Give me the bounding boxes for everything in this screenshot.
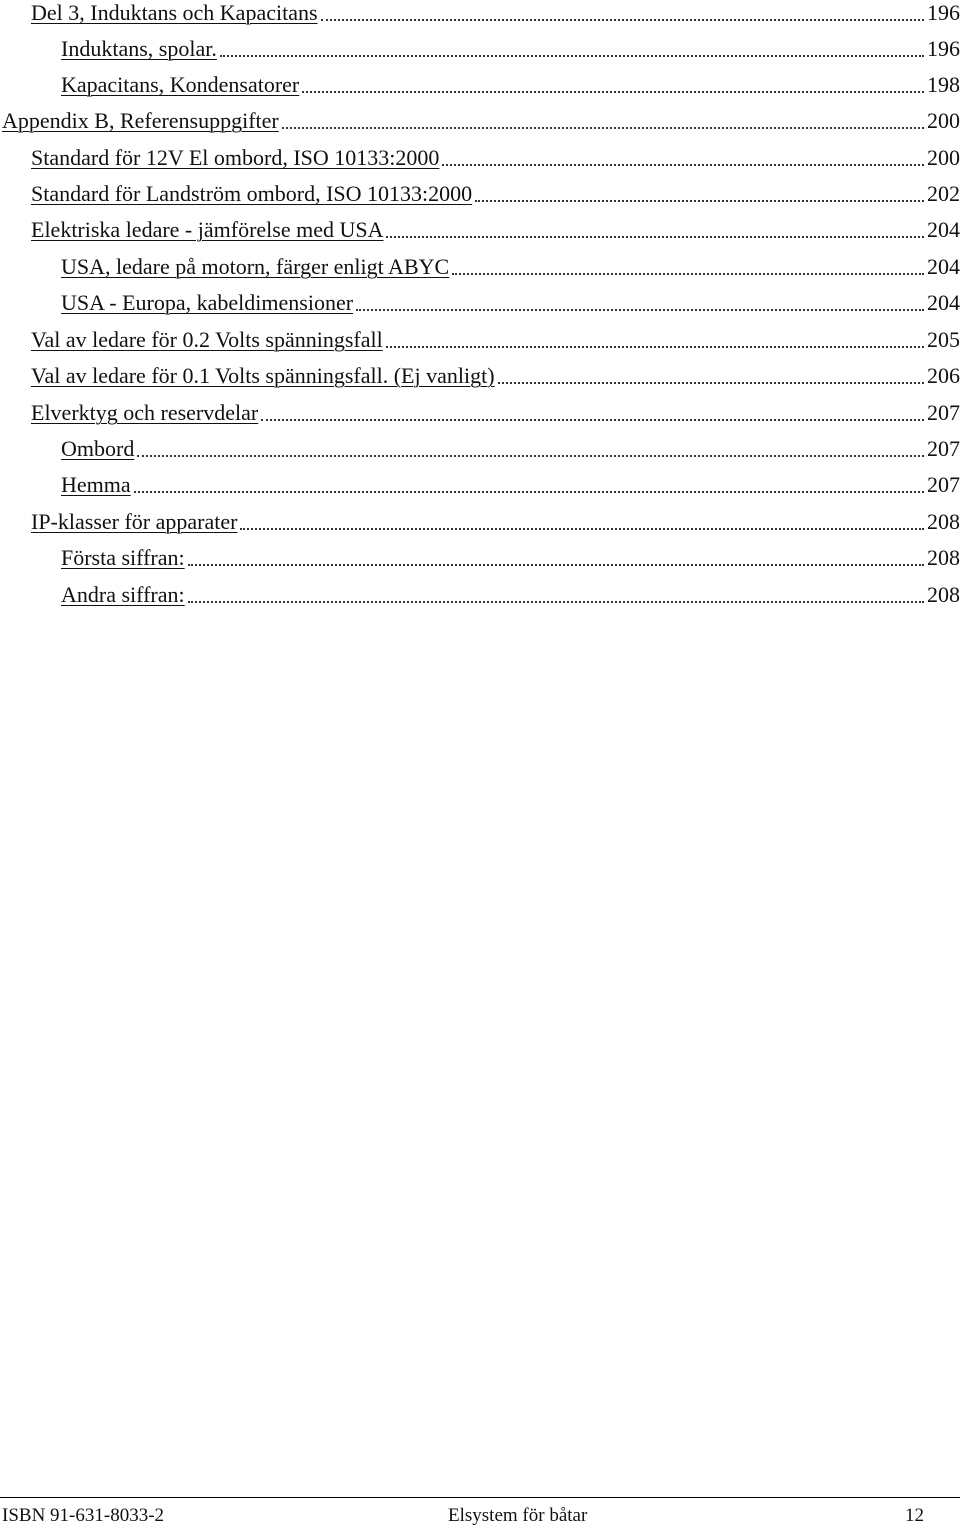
toc-page-number: 202: [927, 181, 960, 206]
toc-page-number: 205: [927, 327, 960, 352]
toc-entry-link[interactable]: Elverktyg och reservdelar: [31, 400, 259, 425]
toc-page-number: 200: [927, 108, 960, 133]
toc-entry-link[interactable]: Del 3, Induktans och Kapacitans: [31, 0, 318, 25]
toc-entry[interactable]: [0, 433, 960, 465]
toc-entry[interactable]: [0, 251, 960, 283]
toc-entry[interactable]: [0, 214, 960, 246]
toc-page-number: 196: [927, 36, 960, 61]
dot-leader: [188, 563, 924, 566]
dot-leader: [134, 490, 924, 493]
toc-entry-link[interactable]: Hemma: [61, 472, 131, 497]
toc-entry-link[interactable]: Standard för 12V El ombord, ISO 10133:2000: [31, 145, 440, 170]
toc-entry[interactable]: [0, 397, 960, 429]
dot-leader: [282, 126, 924, 129]
toc-page-number: 204: [927, 254, 960, 279]
toc-page-number: 204: [927, 290, 960, 315]
toc-entry[interactable]: [0, 0, 960, 29]
toc-page-number: 208: [927, 509, 960, 534]
page-footer: [0, 1497, 960, 1530]
dot-leader: [498, 381, 924, 384]
toc-page-number: 207: [927, 400, 960, 425]
dot-leader: [386, 345, 924, 348]
toc-entry[interactable]: [0, 506, 960, 538]
dot-leader: [240, 527, 924, 530]
toc-entry-link[interactable]: IP-klasser för apparater: [31, 509, 238, 534]
toc-page-number: 204: [927, 217, 960, 242]
dot-leader: [261, 418, 924, 421]
dot-leader: [321, 18, 924, 21]
toc-entry-link[interactable]: Elektriska ledare - jämförelse med USA: [31, 217, 384, 242]
footer-page-number: 12: [905, 1505, 924, 1526]
dot-leader: [188, 600, 924, 603]
dot-leader: [220, 54, 924, 57]
toc-page-number: 207: [927, 472, 960, 497]
toc-entry[interactable]: [0, 542, 960, 574]
toc-entry[interactable]: [0, 142, 960, 174]
toc-entry-link[interactable]: Induktans, spolar.: [61, 36, 217, 61]
toc-entry-link[interactable]: Val av ledare för 0.2 Volts spänningsfall: [31, 327, 383, 352]
toc-entry[interactable]: [0, 324, 960, 356]
dot-leader: [452, 272, 924, 275]
dot-leader: [386, 235, 924, 238]
dot-leader: [356, 308, 924, 311]
footer-book-title: Elsystem för båtar: [448, 1505, 588, 1526]
toc-entry[interactable]: [0, 469, 960, 501]
toc-entry[interactable]: [0, 287, 960, 319]
toc-entry[interactable]: [0, 69, 960, 101]
toc-page-number: 208: [927, 582, 960, 607]
toc-entry-link[interactable]: USA - Europa, kabeldimensioner: [61, 290, 354, 315]
toc-page-number: 198: [927, 72, 960, 97]
toc-entry[interactable]: [0, 178, 960, 210]
dot-leader: [302, 90, 924, 93]
toc-entry-link[interactable]: Kapacitans, Kondensatorer: [61, 72, 300, 97]
toc-page-number: 207: [927, 436, 960, 461]
toc-entry-link[interactable]: Val av ledare för 0.1 Volts spänningsfall. (Ej vanligt): [31, 363, 495, 388]
toc-entry[interactable]: [0, 579, 960, 611]
toc-page-number: 206: [927, 363, 960, 388]
toc-entry-link[interactable]: USA, ledare på motorn, färger enligt ABYC: [61, 254, 450, 279]
toc-entry-link[interactable]: Första siffran:: [61, 545, 185, 570]
toc-entry[interactable]: [0, 105, 960, 137]
toc-entry-link[interactable]: Appendix B, Referensuppgifter: [2, 108, 279, 133]
toc-entry-link[interactable]: Andra siffran:: [61, 582, 185, 607]
toc-entry-link[interactable]: Ombord: [61, 436, 135, 461]
toc-page-number: 200: [927, 145, 960, 170]
footer-isbn: ISBN 91-631-8033-2: [2, 1505, 165, 1526]
dot-leader: [442, 163, 924, 166]
dot-leader: [475, 199, 924, 202]
toc-page-number: 208: [927, 545, 960, 570]
toc-entry[interactable]: [0, 33, 960, 65]
toc-entry-link[interactable]: Standard för Landström ombord, ISO 10133:2000: [31, 181, 473, 206]
dot-leader: [137, 454, 924, 457]
toc-page-number: 196: [927, 0, 960, 25]
toc-entry[interactable]: [0, 360, 960, 392]
